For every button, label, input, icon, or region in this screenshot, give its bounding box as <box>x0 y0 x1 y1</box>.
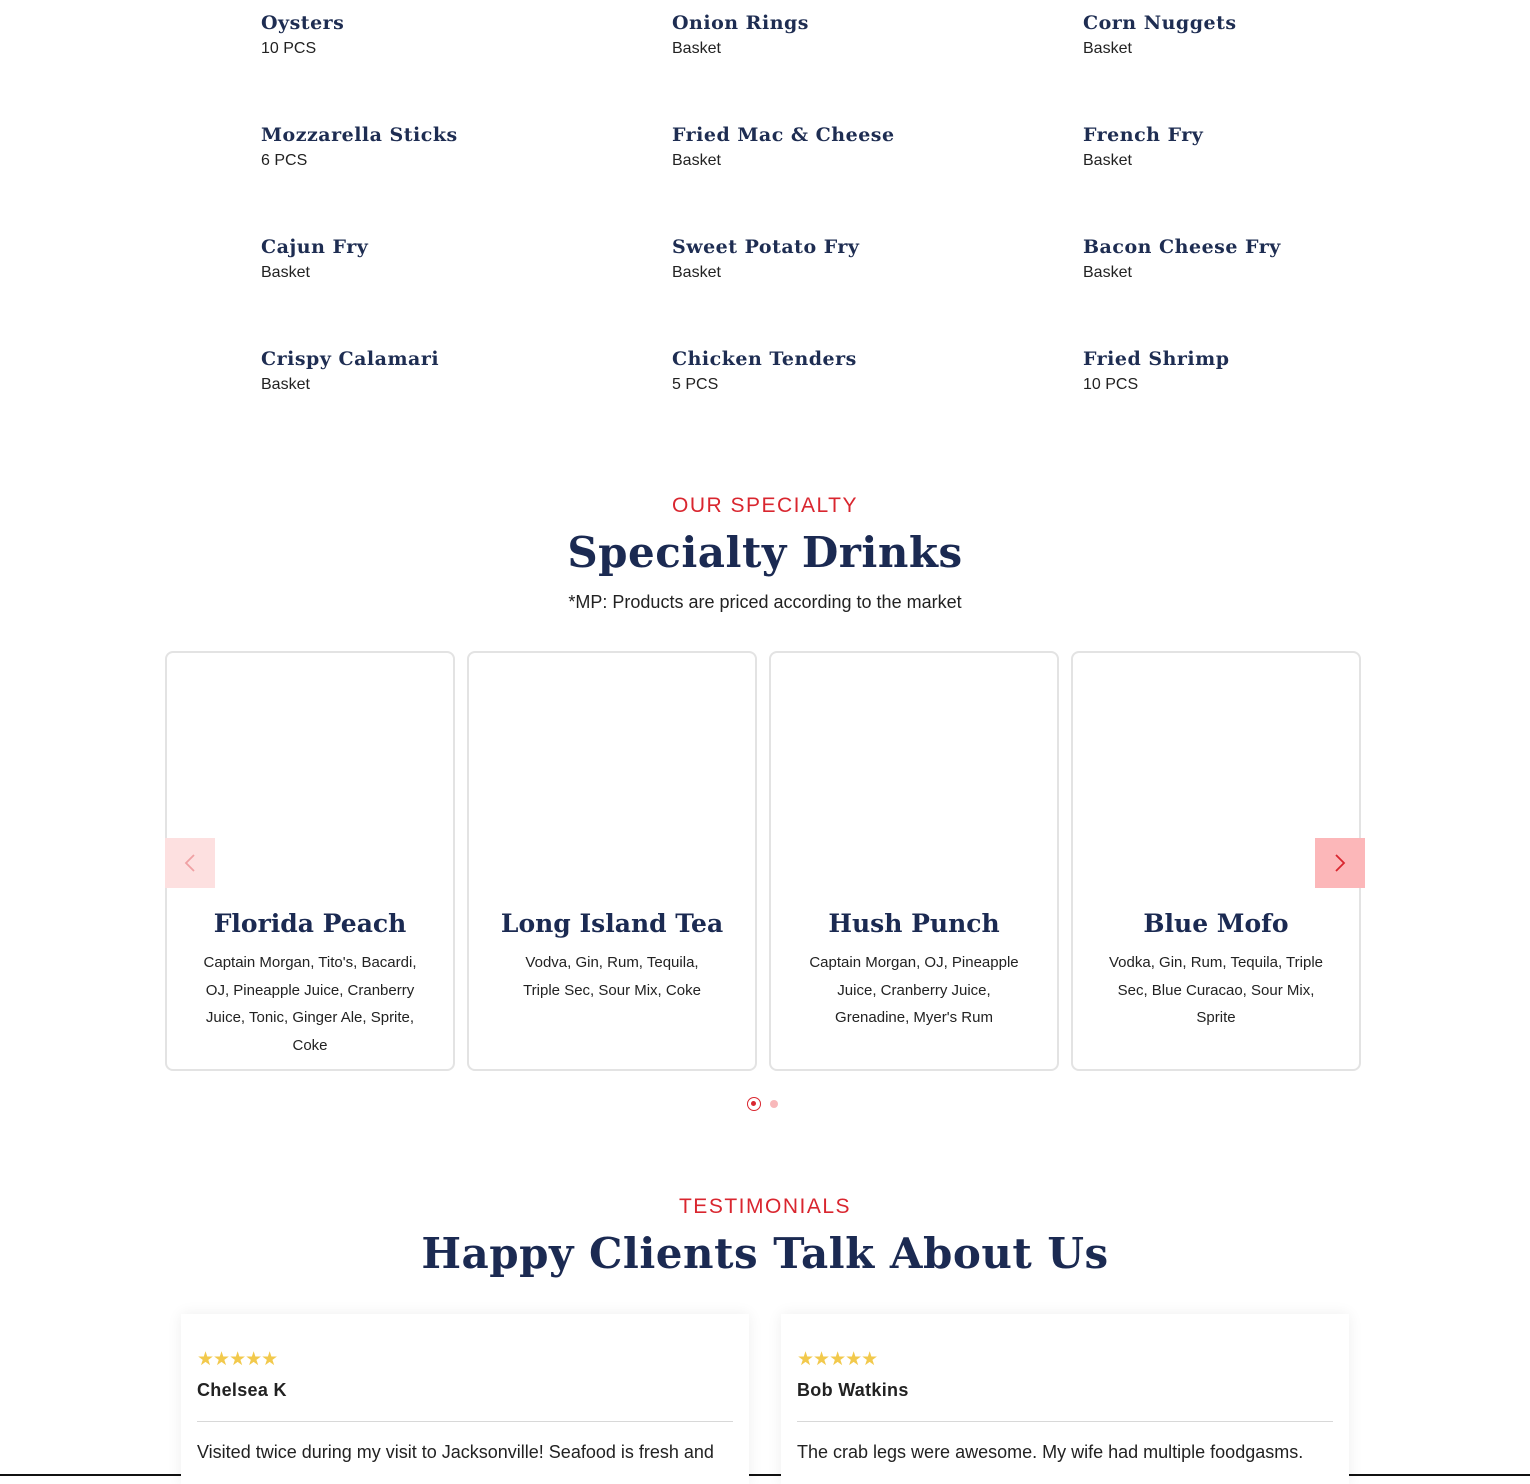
menu-item <box>672 346 1083 458</box>
menu-item-qty: 5 PCS <box>672 376 719 393</box>
menu-item-name: Cajun Fry <box>261 236 369 258</box>
carousel-next-button[interactable] <box>1315 838 1365 888</box>
menu-item <box>672 122 1083 234</box>
menu-item-qty: 10 PCS <box>261 40 317 57</box>
menu-item-name: Fried Mac & Cheese <box>672 124 895 146</box>
menu-item-name: Onion Rings <box>672 12 809 34</box>
testimonials-eyebrow: TESTIMONIALS <box>678 1195 852 1218</box>
drink-description: Captain Morgan, OJ, Pineapple Juice, Cranberry Juice, Grenadine, Myer's Rum <box>809 954 1019 1026</box>
carousel-prev-button[interactable] <box>165 838 215 888</box>
pagination-dot-active[interactable] <box>747 1097 761 1111</box>
menu-item-name: French Fry <box>1083 124 1204 146</box>
menu-item-qty: Basket <box>261 376 310 393</box>
review-text: Visited twice during my visit to Jacksonville! Seafood is fresh and <box>197 1442 714 1462</box>
menu-item <box>672 10 1083 122</box>
menu-item <box>1083 346 1361 458</box>
menu-item-qty: Basket <box>672 152 721 169</box>
drink-card[interactable] <box>769 651 1059 1071</box>
drink-name: Florida Peach <box>213 909 407 938</box>
chevron-right-icon <box>1333 853 1347 873</box>
menu-item <box>672 234 1083 346</box>
drink-card[interactable] <box>467 651 757 1071</box>
divider <box>797 1421 1333 1422</box>
reviewer-name: Bob Watkins <box>797 1380 909 1400</box>
menu-item <box>1083 10 1361 122</box>
pricing-note: *MP: Products are priced according to the market <box>568 592 962 612</box>
reviewer-name: Chelsea K <box>197 1380 287 1400</box>
menu-item-qty: Basket <box>1083 40 1132 57</box>
menu-item-qty: Basket <box>1083 264 1132 281</box>
menu-item-qty: Basket <box>672 40 721 57</box>
menu-item-name: Chicken Tenders <box>672 348 857 370</box>
testimonial-card <box>781 1314 1349 1484</box>
specialty-title: Specialty Drinks <box>567 528 963 577</box>
menu-item-name: Mozzarella Sticks <box>261 124 458 146</box>
menu-item <box>1083 122 1361 234</box>
menu-item <box>1083 234 1361 346</box>
menu-item <box>261 234 672 346</box>
menu-item <box>261 122 672 234</box>
testimonial-card <box>181 1314 749 1484</box>
drinks-carousel <box>165 651 1365 1075</box>
drink-description: Captain Morgan, Tito's, Bacardi, OJ, Pineapple Juice, Cranberry Juice, Tonic, Ginger Ale, Sprite, Coke <box>203 954 417 1054</box>
drink-name: Long Island Tea <box>500 909 724 938</box>
carousel-pagination <box>747 1097 787 1115</box>
menu-item-name: Bacon Cheese Fry <box>1083 236 1281 258</box>
specialty-eyebrow: OUR SPECIALTY <box>672 494 858 517</box>
star-rating-icon: ★★★★★ <box>797 1349 878 1370</box>
menu-item-qty: Basket <box>1083 152 1132 169</box>
star-rating-icon: ★★★★★ <box>197 1349 278 1370</box>
pagination-dot[interactable] <box>770 1100 778 1108</box>
drink-name: Blue Mofo <box>1143 909 1289 938</box>
menu-item-name: Corn Nuggets <box>1083 12 1237 34</box>
menu-item-qty: 6 PCS <box>261 152 308 169</box>
testimonials-title: Happy Clients Talk About Us <box>421 1229 1109 1278</box>
drink-description: Vodva, Gin, Rum, Tequila, Triple Sec, Sour Mix, Coke <box>523 954 701 999</box>
menu-item <box>261 10 672 122</box>
menu-item-qty: Basket <box>672 264 721 281</box>
menu-item-name: Crispy Calamari <box>261 348 440 370</box>
menu-item-name: Sweet Potato Fry <box>672 236 860 258</box>
drink-description: Vodka, Gin, Rum, Tequila, Triple Sec, Blue Curacao, Sour Mix, Sprite <box>1109 954 1323 1026</box>
menu-item <box>261 346 672 458</box>
menu-item-qty: Basket <box>261 264 310 281</box>
chevron-left-icon <box>183 853 197 873</box>
drink-name: Hush Punch <box>828 909 1000 938</box>
menu-item-name: Fried Shrimp <box>1083 348 1230 370</box>
menu-item-name: Oysters <box>261 12 345 34</box>
review-text: The crab legs were awesome. My wife had multiple foodgasms. <box>797 1442 1304 1462</box>
divider <box>197 1421 733 1422</box>
menu-item-qty: 10 PCS <box>1083 376 1139 393</box>
menu-grid <box>261 10 1361 458</box>
